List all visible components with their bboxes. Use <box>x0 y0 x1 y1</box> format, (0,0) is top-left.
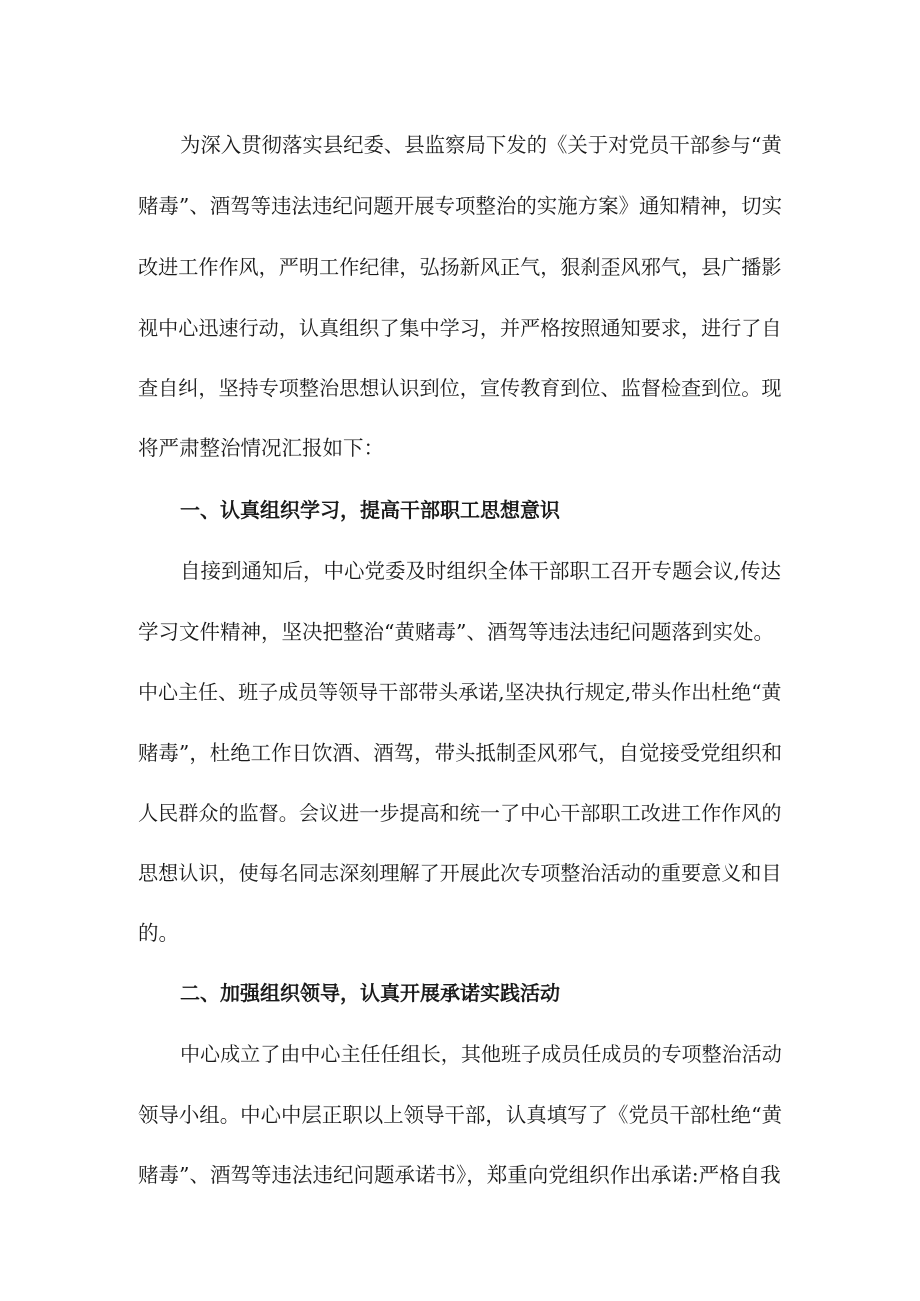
paragraph-line: 赌毒”，杜绝工作日饮酒、酒驾，带头抵制歪风邪气，自觉接受党组织和 <box>138 741 783 765</box>
paragraph-line: 学习文件精神，坚决把整治“黄赌毒”、酒驾等违法违纪问题落到实处。 <box>138 620 774 644</box>
paragraph-line: 人民群众的监督。会议进一步提高和统一了中心干部职工改进工作作风的 <box>138 801 782 825</box>
paragraph-line: 视中心迅速行动，认真组织了集中学习，并严格按照通知要求，进行了自 <box>138 316 782 340</box>
section-heading: 一、认真组织学习，提高干部职工思想意识 <box>180 498 560 522</box>
paragraph-line: 的。 <box>138 921 179 945</box>
paragraph-line: 领导小组。中心中层正职以上领导干部，认真填写了《党员干部杜绝“黄 <box>138 1103 783 1127</box>
paragraph-line: 将严肃整治情况汇报如下： <box>138 436 384 460</box>
paragraph-line: 改进工作作风，严明工作纪律，弘扬新风正气，狠刹歪风邪气，县广播影 <box>138 255 782 279</box>
paragraph-line: 赌毒”、酒驾等违法违纪问题开展专项整治的实施方案》通知精神，切实 <box>138 194 783 218</box>
paragraph-line: 自接到通知后，中心党委及时组织全体干部职工召开专题会议,传达 <box>180 559 782 583</box>
paragraph-line: 为深入贯彻落实县纪委、县监察局下发的《关于对党员干部参与“黄 <box>180 133 782 157</box>
paragraph-line: 查自纠，坚持专项整治思想认识到位，宣传教育到位、监督检查到位。现 <box>138 376 782 400</box>
paragraph-line: 赌毒”、酒驾等违法违纪问题承诺书》，郑重向党组织作出承诺:严格自我 <box>138 1163 781 1187</box>
paragraph-line: 思想认识，使每名同志深刻理解了开展此次专项整治活动的重要意义和目 <box>138 861 782 885</box>
paragraph-line: 中心成立了由中心主任任组长，其他班子成员任成员的专项整治活动 <box>180 1042 782 1066</box>
section-heading: 二、加强组织领导，认真开展承诺实践活动 <box>180 981 560 1005</box>
paragraph-line: 中心主任、班子成员等领导干部带头承诺,坚决执行规定,带头作出杜绝“黄 <box>138 680 782 704</box>
